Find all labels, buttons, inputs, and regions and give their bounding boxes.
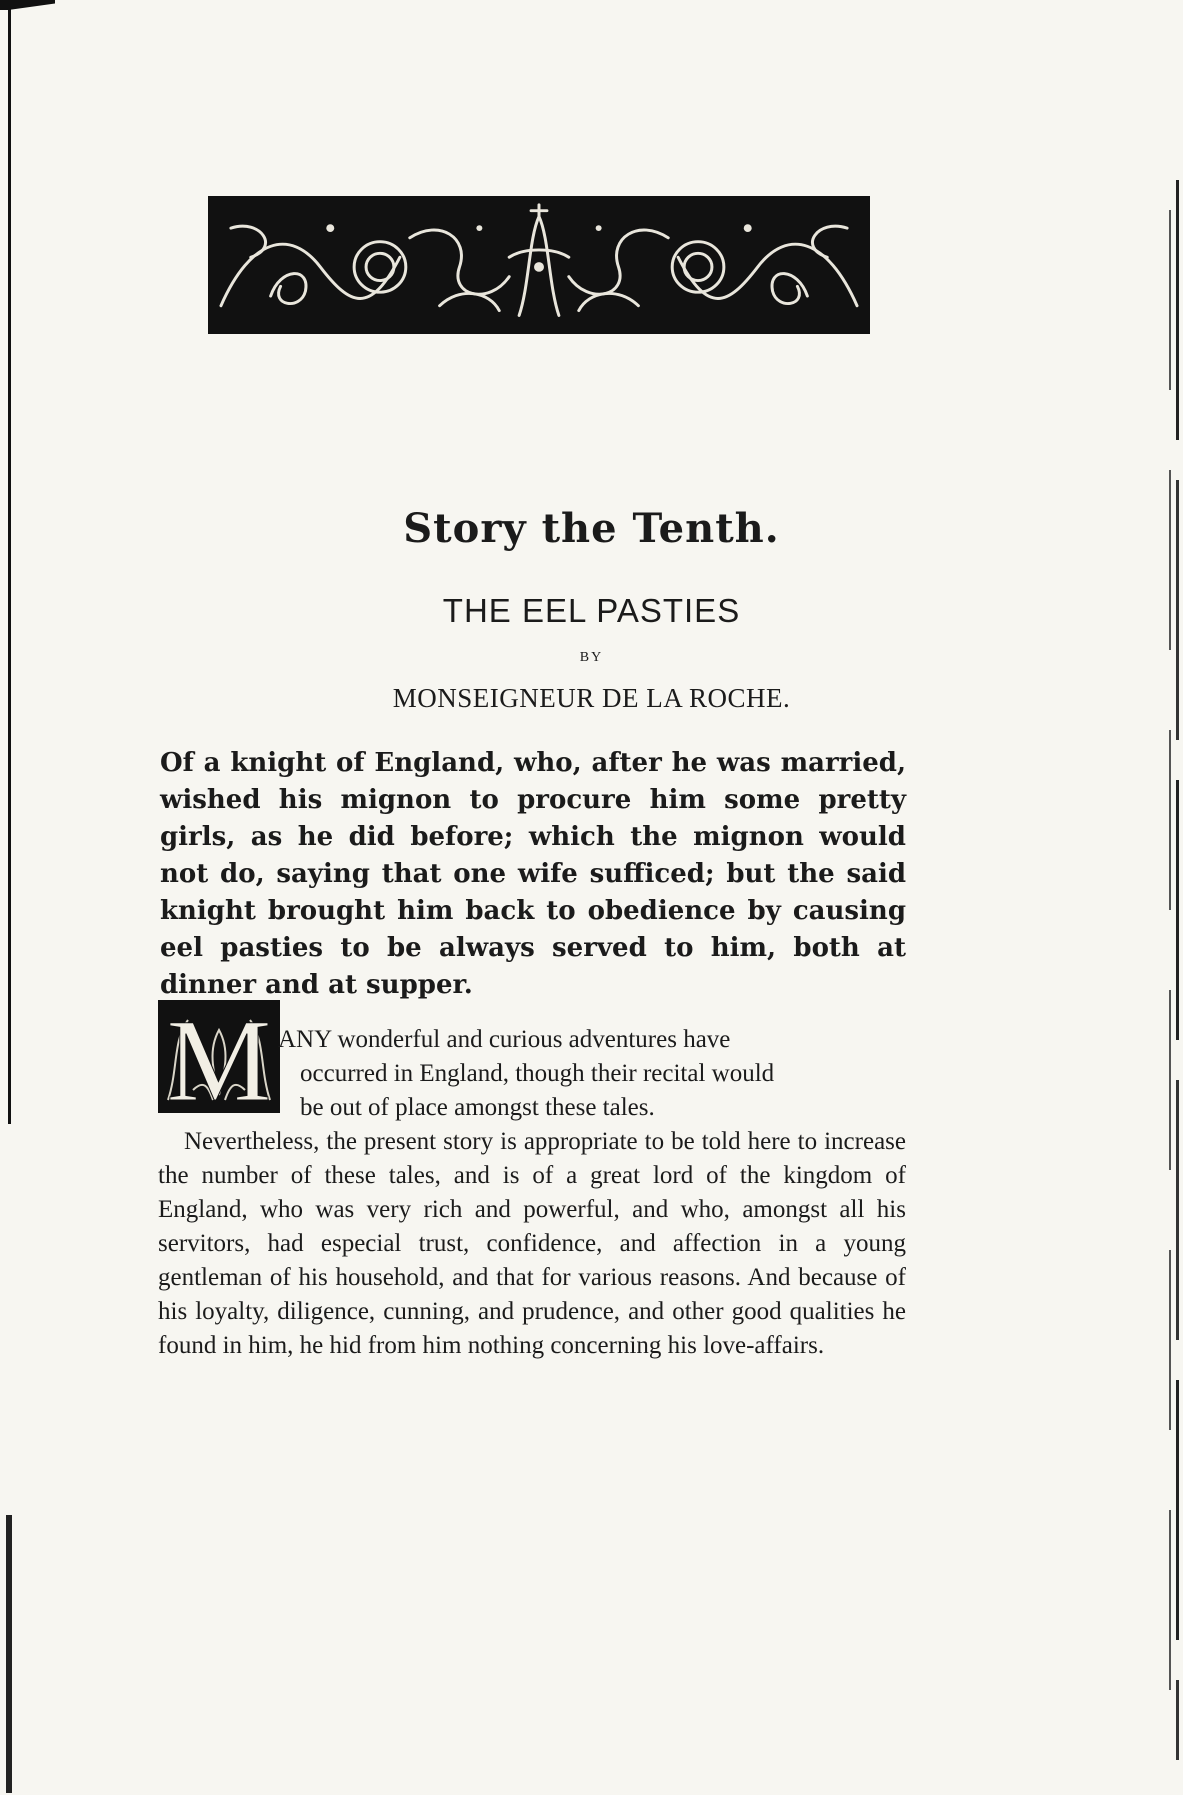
opening-line-2: occurred in England, though their recital would: [300, 1060, 775, 1087]
drop-cap-letter: M: [166, 1000, 272, 1113]
page-edge-shadow-bottom: [6, 1515, 12, 1793]
opening-line-1: ANY wonderful and curious adventures have: [278, 1026, 731, 1053]
story-name: THE EEL PASTIES: [442, 592, 741, 629]
drop-cap-ornament: [158, 1000, 280, 1113]
story-body: [158, 1125, 906, 1363]
ornamental-headpiece: [208, 196, 870, 334]
story-title: Story the Tenth.: [403, 505, 780, 552]
body-paragraph: Nevertheless, the present story is appropriate to be told here to increase the number of these tales, and is of a great lord of the kingdom of England, who was very rich and powerful, and who, amongst all his servitors, had especial trust, confidence, and affection in a young gentleman of his household, and that for various reasons. And because of his loyalty, diligence, cunning, and prudence, and other good qualities he found in him, he hid from him nothing concerning his love-affairs.: [158, 1128, 906, 1359]
foliage-ornament-icon: [211, 199, 867, 331]
byline-label: BY: [579, 650, 604, 665]
page-edge-shadow-right: [1176, 180, 1179, 1760]
story-synopsis: Of a knight of England, who, after he was married, wished his mignon to procure him some pretty girls, as he did before; which the mignon would not do, saying that one wife sufficed; but the said knight brought him back to obedience by causing eel pasties to be always served to him, both at dinner and at supper.: [160, 748, 906, 1000]
story-author: MONSEIGNEUR DE LA ROCHE.: [392, 683, 791, 713]
floral-drop-cap-icon: [158, 1000, 280, 1113]
page-edge-shadow-right-inner: [1169, 210, 1171, 1760]
opening-line-3: be out of place amongst these tales.: [300, 1094, 655, 1121]
opening-lines: [278, 1023, 906, 1125]
page-edge-shadow-left: [8, 4, 11, 1124]
